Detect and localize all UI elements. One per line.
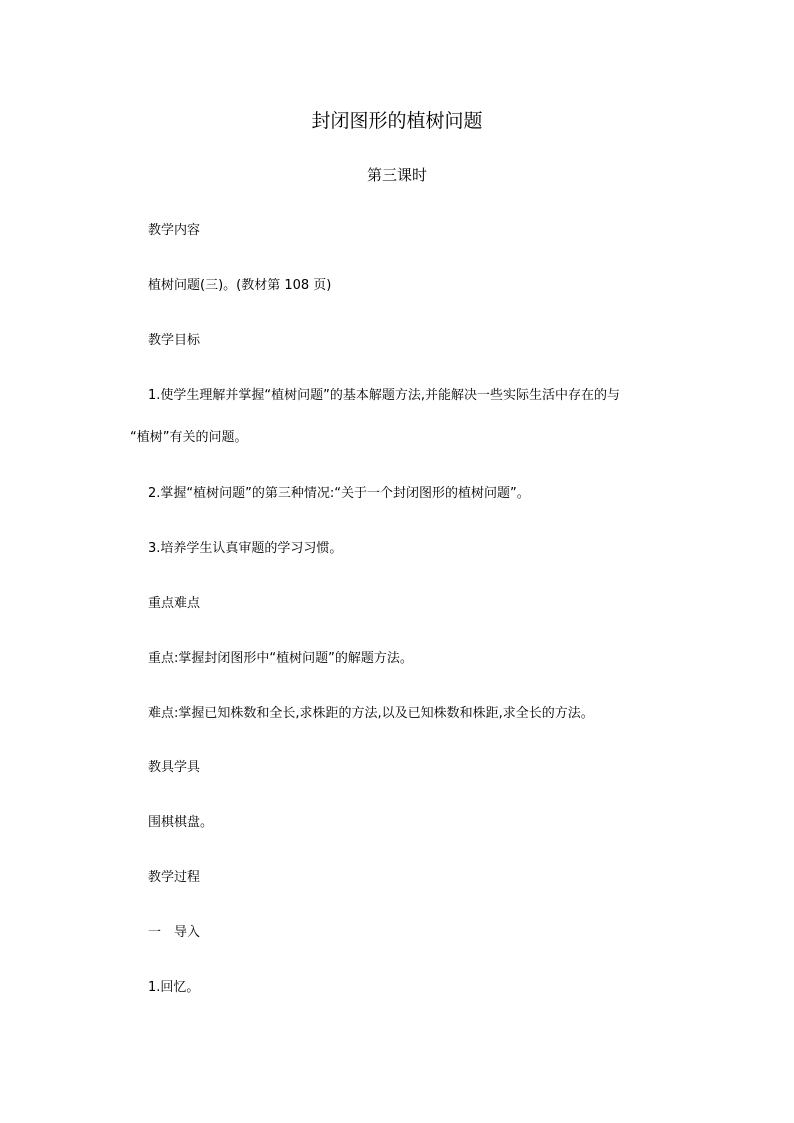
- goal-1-line-2: “植树”有关的问题。: [130, 430, 248, 445]
- content-text: 植树问题(三)。(教材第 108 页): [148, 278, 332, 293]
- key-points-heading: 重点难点: [148, 596, 201, 611]
- lesson-subtitle: 第三课时: [366, 166, 427, 184]
- goal-1-line-1: 1.使学生理解并掌握“植树问题”的基本解题方法,并能解决一些实际生活中存在的与: [148, 388, 621, 403]
- tools-text: 围棋棋盘。: [148, 815, 214, 830]
- content-heading: 教学内容: [148, 223, 201, 238]
- process-heading: 教学过程: [148, 870, 201, 885]
- step-1-heading: 一 导入: [148, 925, 201, 940]
- step-1-item: 1.回忆。: [148, 980, 200, 995]
- goal-2: 2.掌握“植树问题”的第三种情况:“关于一个封闭图形的植树问题”。: [148, 486, 530, 501]
- difficult-point: 难点:掌握已知株数和全长,求株距的方法,以及已知株数和株距,求全长的方法。: [148, 706, 594, 721]
- page-title: 封闭图形的植树问题: [311, 110, 483, 132]
- tools-heading: 教具学具: [148, 760, 201, 775]
- goals-heading: 教学目标: [148, 333, 201, 348]
- goal-3: 3.培养学生认真审题的学习习惯。: [148, 541, 343, 556]
- key-point: 重点:掌握封闭图形中“植树问题”的解题方法。: [148, 651, 413, 666]
